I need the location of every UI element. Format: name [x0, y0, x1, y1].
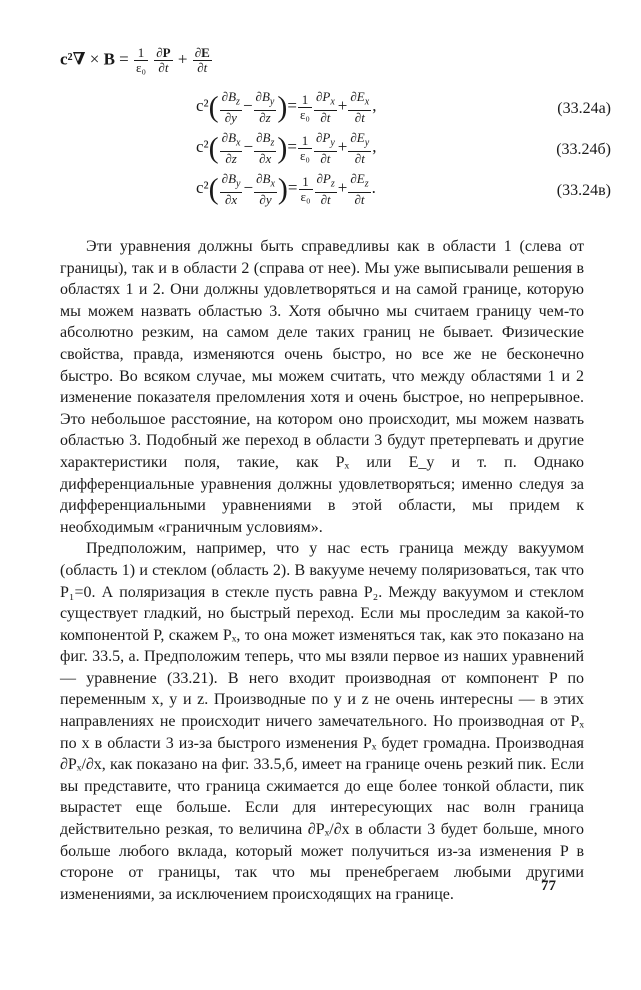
equation-number-b: (33.24б): [556, 141, 611, 158]
eq-nabla: ∇: [72, 49, 86, 69]
eq-frac-de-dt: $\frac{\partial E}{\partial t}$: [194, 45, 210, 75]
equation-main: [60, 46, 213, 75]
eq-equals: =: [119, 49, 129, 69]
equation-row-a: c²( $\frac{\partial B_z}{\partial y}$ − $\frac{\partial B_y}{\partial z}$ )= $\frac{1}{\text{ε₀}}$ $\frac{\partial P_x}{\partial t}$ + $\frac{\partial E_x}{\partial t}$ ,: [196, 89, 377, 125]
eq-cross: ×: [89, 49, 100, 69]
equation-row-c: c²( $\frac{\partial B_y}{\partial x}$ − $\frac{\partial B_x}{\partial y}$ )= $\frac{1}{\text{ε₀}}$ $\frac{\partial P_z}{\partial t}$ + $\frac{\partial E_z}{\partial t}$ .: [196, 171, 376, 207]
body-text: [60, 236, 584, 905]
equation-number-c: (33.24в): [556, 182, 611, 199]
eq-frac-1-eps: $\frac{1}{\text{ε₀}}$: [136, 45, 146, 75]
eq-plus: +: [177, 49, 188, 69]
eq-coef: c²: [60, 49, 73, 69]
page-number: 77: [541, 878, 556, 894]
paragraph-1: Эти уравнения должны быть справедливы как в области 1 (слева от границы), так и в области 2 (справа от нее). Мы уже выписывали решения в областях 1 и 2. Они должны удовлетворяться и на самой границе, которую мы можем назвать областью 3. Хотя обычно мы считаем границу чем-то абсолютно резким, на самом деле таких границ не бывает. Физические свойства, правда, изменяются очень быстро, но все же не бесконечно быстро. Во всяком случае, мы можем считать, что между областями 1 и 2 изменение показателя преломления хотя и очень быстрое, но непрерывное. Это небольшое расстояние, на котором оно происходит, мы можем назвать областью 3. Подобный же переход в области 3 будут претерпевать и другие характеристики поля, такие, как Pₓ или E_y и т. п. Однако дифференциальные уравнения должны удовлетворяться; именно следуя за дифференциальными уравнениями в этой области, мы придем к необходимым «граничным условиям».: [60, 238, 584, 536]
equation-row-b: c²( $\frac{\partial B_x}{\partial z}$ − $\frac{\partial B_z}{\partial x}$ )= $\frac{1}{\text{ε₀}}$ $\frac{\partial P_y}{\partial t}$ + $\frac{\partial E_y}{\partial t}$ ,: [196, 130, 377, 166]
eq-frac-dp-dt: $\frac{\partial P}{\partial t}$: [156, 45, 171, 75]
paragraph-2: Предположим, например, что у нас есть граница между вакуумом (область 1) и стеклом (область 2). В вакууме нечему поляризоваться, так что P₁=0. А поляризация в стекле пусть равна P₂. Между вакуумом и стеклом существует гладкий, но быстрый переход. Если мы проследим за какой-то компонентой P, скажем Pₓ, то она может изменяться так, как это показано на фиг. 33.5, а. Предположим теперь, что мы взяли первое из наших уравнений — уравнение (33.21). В него входит производная от компонент P по переменным x, y и z. Производные по y и z не очень интересны — в этих направлениях не происходит ничего замечательного. Но производная от Pₓ по x в области 3 из-за быстрого изменения Pₓ будет громадна. Производная ∂Pₓ/∂x, как показано на фиг. 33.5,б, имеет на границе очень резкий пик. Если вы представите, что граница сжимается до еще более тонкой области, пик вырастет еще больше. Если для интересующих нас волн граница действительно резкая, то величина ∂Pₓ/∂x в области 3 будет больше, много больше любого вклада, который может получиться из-за изменения P в стороне от границы, так что мы пренебрегаем любыми другими изменениями, за исключением происходящих на границе.: [60, 540, 584, 903]
eq-b: B: [103, 49, 115, 69]
equation-number-a: (33.24а): [557, 100, 611, 117]
